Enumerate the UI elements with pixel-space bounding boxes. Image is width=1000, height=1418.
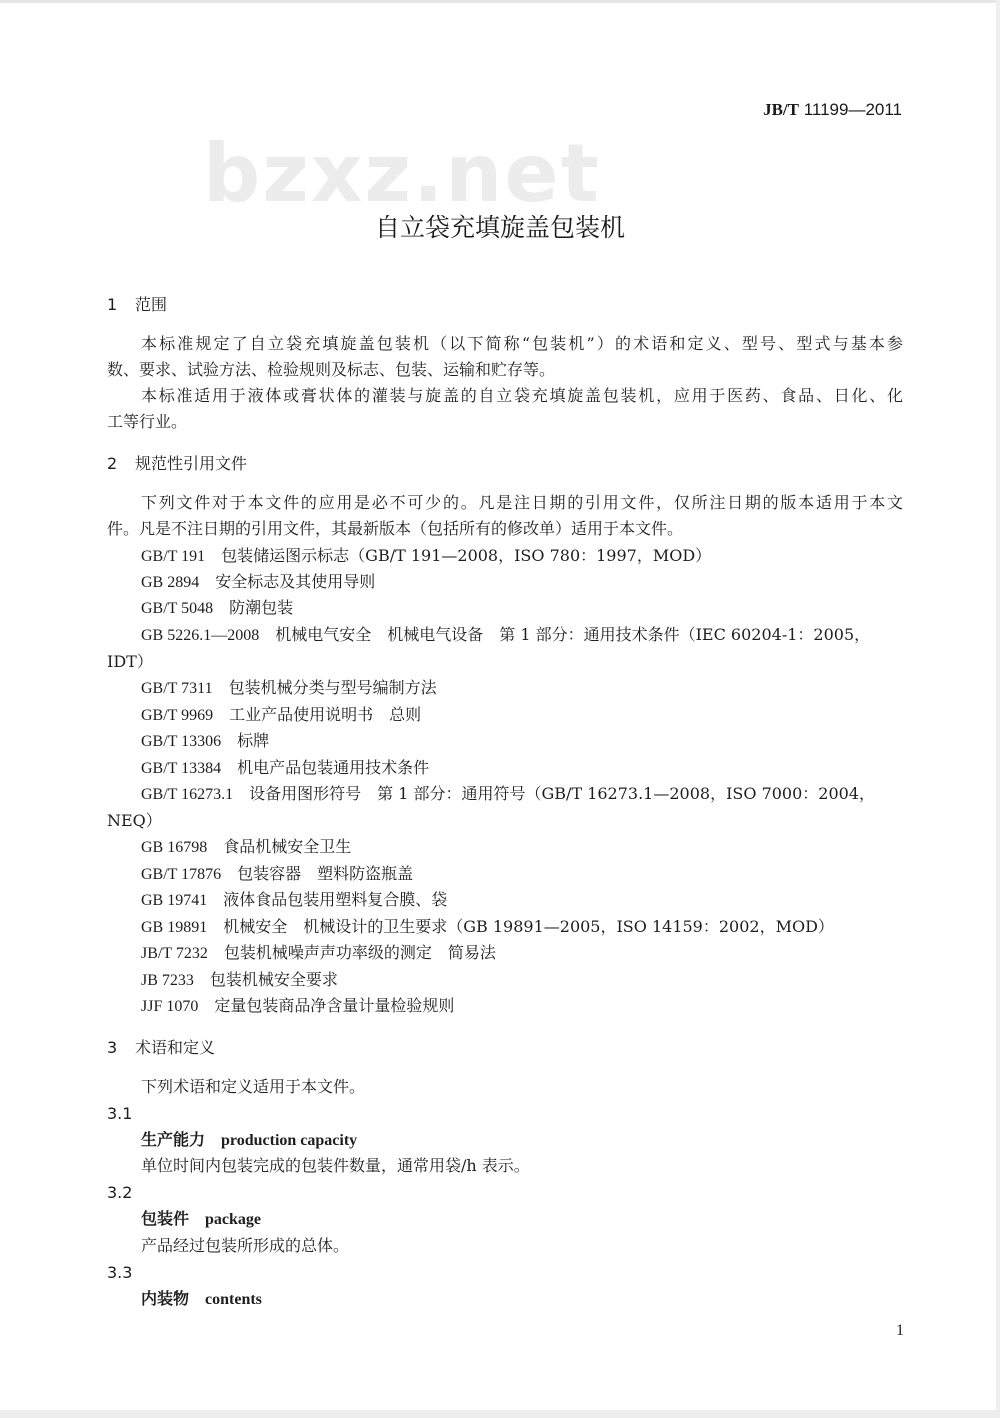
term-heading <box>141 1208 261 1231</box>
page-bottom-edge <box>0 1410 1000 1418</box>
reference-item <box>141 783 875 806</box>
reference-title: 防潮包装 <box>229 598 294 617</box>
reference-continuation: IDT） <box>107 652 153 671</box>
reference-code: GB/T 9969 <box>141 707 214 724</box>
reference-item <box>141 545 711 568</box>
section-3-number: 3 <box>107 1038 118 1057</box>
reference-title: 包装储运图示标志（GB/T 191—2008，ISO 780：1997，MOD） <box>221 546 712 565</box>
term-definition: 产品经过包装所形成的总体。 <box>141 1236 350 1255</box>
term-english: production capacity <box>221 1132 358 1149</box>
section-3-heading <box>107 1037 215 1059</box>
reference-code: GB 19891 <box>141 919 208 936</box>
section-3-title: 术语和定义 <box>135 1038 216 1057</box>
term-number: 3.3 <box>107 1263 133 1282</box>
reference-title: 包装容器 塑料防盗瓶盖 <box>237 864 414 883</box>
reference-item <box>141 730 269 753</box>
reference-title: 安全标志及其使用导则 <box>215 572 376 591</box>
reference-title: 包装机械分类与型号编制方法 <box>228 678 437 697</box>
reference-title: 包装机械噪声声功率级的测定 简易法 <box>223 943 496 962</box>
term-number: 3.1 <box>107 1104 133 1123</box>
reference-code: GB 19741 <box>141 892 208 909</box>
reference-item <box>141 571 375 594</box>
term-heading <box>141 1288 262 1311</box>
reference-title: 工业产品使用说明书 总则 <box>229 705 422 724</box>
reference-item <box>141 677 437 700</box>
reference-item <box>141 624 870 647</box>
reference-title: 机电产品包装通用技术条件 <box>237 758 430 777</box>
reference-title: 食品机械安全卫生 <box>223 837 352 856</box>
reference-code: GB/T 191 <box>141 548 206 565</box>
section-2-number: 2 <box>107 454 118 473</box>
standard-prefix: JB/T <box>763 100 799 119</box>
section-1-paragraph-1-line-1: 本标准规定了自立袋充填旋盖包装机（以下简称“包装机”）的术语和定义、型号、型式与基本参 <box>141 334 903 353</box>
reference-item <box>141 836 351 859</box>
reference-item <box>141 942 496 965</box>
reference-code: GB/T 13306 <box>141 733 222 750</box>
document-title: 自立袋充填旋盖包装机 <box>374 213 625 242</box>
term-heading <box>141 1129 357 1152</box>
term-chinese: 包装件 <box>141 1209 190 1228</box>
term-english: package <box>205 1211 262 1228</box>
section-1-paragraph-2-line-1: 本标准适用于液体或膏状体的灌装与旋盖的自立袋充填旋盖包装机，应用于医药、食品、日化、化 <box>141 386 903 405</box>
section-1-heading <box>107 294 167 316</box>
section-1-paragraph-2-line-2: 工等行业。 <box>107 412 188 431</box>
reference-code: JB/T 7232 <box>141 945 208 962</box>
reference-title: 包装机械安全要求 <box>209 970 338 989</box>
page-top-edge <box>0 0 1000 3</box>
reference-code: GB/T 17876 <box>141 866 222 883</box>
term-english: contents <box>205 1291 262 1308</box>
reference-item <box>141 969 338 992</box>
reference-item <box>141 889 447 912</box>
section-1-number: 1 <box>107 295 118 314</box>
reference-code: GB/T 13384 <box>141 760 222 777</box>
section-2-intro-line-1: 下列文件对于本文件的应用是必不可少的。凡是注日期的引用文件，仅所注日期的版本适用于本文 <box>141 493 903 512</box>
reference-code: GB/T 7311 <box>141 680 213 697</box>
section-2-intro-line-2: 件。凡是不注日期的引用文件，其最新版本（包括所有的修改单）适用于本文件。 <box>107 519 684 538</box>
term-number: 3.2 <box>107 1183 133 1202</box>
reference-title: 机械电气安全 机械电气设备 第 1 部分：通用技术条件（IEC 60204-1：2005， <box>275 625 871 644</box>
reference-title: 标牌 <box>237 731 270 750</box>
reference-item <box>141 704 421 727</box>
reference-code: JJF 1070 <box>141 998 199 1015</box>
section-2-title: 规范性引用文件 <box>135 454 248 473</box>
reference-code: GB 16798 <box>141 839 208 856</box>
reference-code: GB 5226.1—2008 <box>141 627 260 644</box>
reference-item <box>141 597 293 620</box>
section-3-intro: 下列术语和定义适用于本文件。 <box>141 1077 366 1096</box>
standard-code <box>680 100 902 120</box>
section-2-heading <box>107 453 247 475</box>
reference-title: 设备用图形符号 第 1 部分：通用符号（GB/T 16273.1—2008，ISO 7000：2004， <box>249 784 876 803</box>
reference-continuation: NEQ） <box>107 811 162 830</box>
reference-item <box>141 916 834 939</box>
standard-number: 11199—2011 <box>798 100 902 119</box>
reference-title: 液体食品包装用塑料复合膜、袋 <box>223 890 448 909</box>
reference-item <box>141 757 429 780</box>
page-number: 1 <box>896 1322 904 1339</box>
reference-code: GB/T 16273.1 <box>141 786 234 803</box>
reference-item <box>141 863 413 886</box>
reference-title: 机械安全 机械设计的卫生要求（GB 19891—2005，ISO 14159：2002，MOD） <box>223 917 834 936</box>
section-1-paragraph-1-line-2: 数、要求、试验方法、检验规则及标志、包装、运输和贮存等。 <box>107 360 556 379</box>
term-chinese: 内装物 <box>141 1289 190 1308</box>
reference-item <box>141 995 454 1018</box>
reference-code: GB 2894 <box>141 574 200 591</box>
reference-code: GB/T 5048 <box>141 600 214 617</box>
reference-code: JB 7233 <box>141 972 194 989</box>
term-definition: 单位时间内包装完成的包装件数量，通常用袋/h 表示。 <box>141 1156 530 1175</box>
watermark: bzxz.net <box>203 127 601 220</box>
section-1-title: 范围 <box>135 295 168 314</box>
term-chinese: 生产能力 <box>141 1130 206 1149</box>
reference-title: 定量包装商品净含量计量检验规则 <box>214 996 455 1015</box>
